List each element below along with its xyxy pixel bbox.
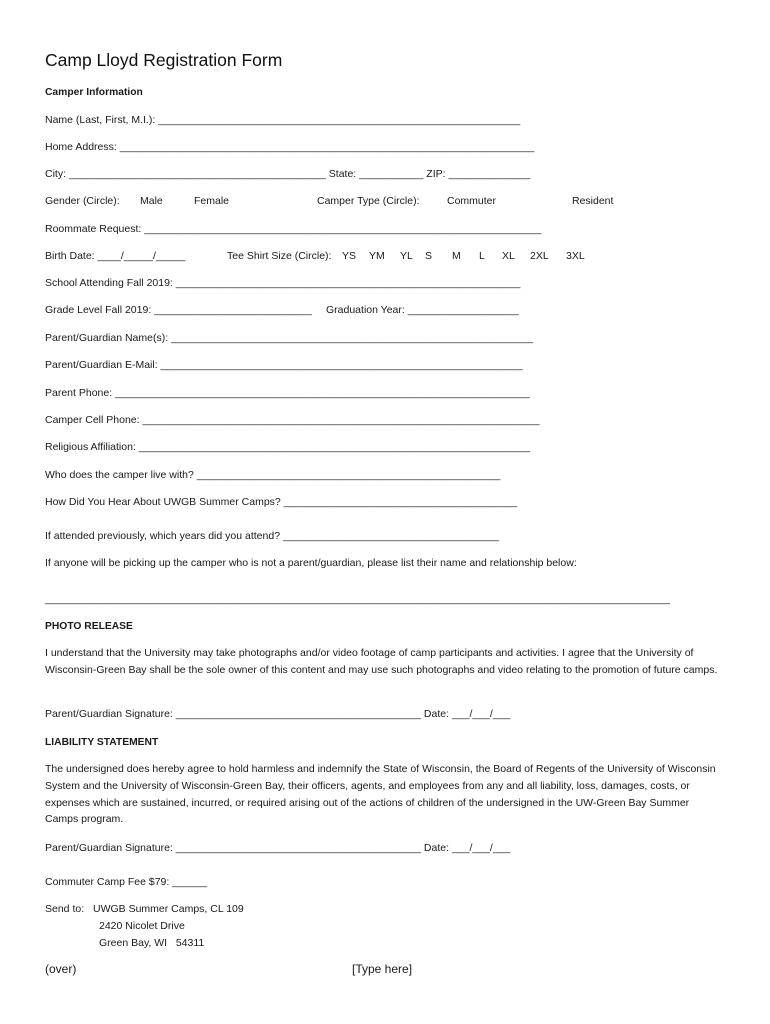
- photo-release-text: I understand that the University may take photographs and/or video footage of camp participants and activities. I agree that the University of Wisconsin-Green Bay shall be the sole owner of this content and may use such photographs and video relating to the promotion of future camps.: [45, 647, 718, 676]
- send-to-address-line-1: UWGB Summer Camps, CL 109: [93, 903, 244, 915]
- pickup-person-question: If anyone will be picking up the camper who is not a parent/guardian, please list their name and relationship below:: [45, 557, 577, 569]
- over-note: (over): [45, 962, 77, 976]
- camper-cell-phone-field[interactable]: Camper Cell Phone: ____________________________________________________________________: [45, 414, 540, 426]
- send-to-label: Send to:: [45, 903, 85, 915]
- tee-size-xl[interactable]: XL: [502, 250, 515, 262]
- tee-size-2xl[interactable]: 2XL: [530, 250, 549, 262]
- gender-option-female[interactable]: Female: [194, 195, 230, 207]
- tee-size-ys[interactable]: YS: [342, 250, 357, 262]
- parent-guardian-email-field[interactable]: Parent/Guardian E-Mail: ______________________________________________________________: [45, 359, 523, 371]
- photo-release-signature-field[interactable]: Parent/Guardian Signature: __________________________________________ Date: ___/___/___: [45, 708, 511, 720]
- send-to-address-line-3: Green Bay, WI 54311: [99, 937, 205, 949]
- commuter-camp-fee-field[interactable]: Commuter Camp Fee $79: ______: [45, 876, 208, 888]
- tee-shirt-size-label: Tee Shirt Size (Circle):: [227, 250, 332, 262]
- parent-guardian-name-field[interactable]: Parent/Guardian Name(s): ______________________________________________________________: [45, 332, 534, 344]
- camper-lives-with-field[interactable]: Who does the camper live with? ____________________________________________________: [45, 469, 501, 481]
- school-attending-field[interactable]: School Attending Fall 2019: ___________________________________________________________: [45, 277, 521, 289]
- camper-information-heading: Camper Information: [45, 87, 143, 98]
- liability-statement-text: The undersigned does hereby agree to hold harmless and indemnify the State of Wisconsin, the Board of Regents of the University of Wisconsin System and the University of Wisconsin-Green Bay, their officers, agents, and employees from any and all liability, loss, damages, costs, or expenses which are sustained, incurred, or required arising out of the actions of children of the undersigned in the UW-Green Bay Summer Camps program.: [45, 763, 716, 826]
- photo-release-heading: PHOTO RELEASE: [45, 621, 133, 632]
- grade-level-field[interactable]: Grade Level Fall 2019: ___________________________: [45, 304, 312, 316]
- city-state-zip-field[interactable]: City: ____________________________________________ State: ___________ ZIP: ______________: [45, 168, 531, 180]
- roommate-request-field[interactable]: Roommate Request: ____________________________________________________________________: [45, 223, 542, 235]
- tee-size-3xl[interactable]: 3XL: [566, 250, 585, 262]
- religious-affiliation-field[interactable]: Religious Affiliation: ___________________________________________________________________: [45, 441, 531, 453]
- camper-type-label: Camper Type (Circle):: [317, 195, 420, 207]
- graduation-year-field[interactable]: Graduation Year: ___________________: [326, 304, 519, 316]
- gender-option-male[interactable]: Male: [140, 195, 163, 207]
- camper-type-resident[interactable]: Resident: [572, 195, 614, 207]
- tee-size-s[interactable]: S: [425, 250, 433, 262]
- tee-size-l[interactable]: L: [479, 250, 485, 262]
- birth-date-field[interactable]: Birth Date: ____/_____/_____: [45, 250, 186, 262]
- previous-years-attended-field[interactable]: If attended previously, which years did you attend? _____________________________________: [45, 530, 500, 542]
- home-address-field[interactable]: Home Address: _______________________________________________________________________: [45, 141, 535, 153]
- liability-statement-heading: LIABILITY STATEMENT: [45, 737, 159, 748]
- tee-size-yl[interactable]: YL: [400, 250, 413, 262]
- name-field[interactable]: Name (Last, First, M.I.): ______________________________________________________________: [45, 114, 521, 126]
- tee-size-m[interactable]: M: [452, 250, 461, 262]
- footer-placeholder-text: [Type here]: [352, 962, 413, 976]
- heard-about-camps-field[interactable]: How Did You Hear About UWGB Summer Camps? ________________________________________: [45, 496, 518, 508]
- gender-label: Gender (Circle):: [45, 195, 120, 207]
- pickup-person-line[interactable]: ___________________________________________________________________________________________________________: [45, 593, 670, 605]
- send-to-address-line-2: 2420 Nicolet Drive: [99, 920, 185, 932]
- tee-size-ym[interactable]: YM: [369, 250, 385, 262]
- form-title: Camp Lloyd Registration Form: [45, 50, 283, 70]
- liability-signature-field[interactable]: Parent/Guardian Signature: __________________________________________ Date: ___/___/___: [45, 842, 511, 854]
- camper-type-commuter[interactable]: Commuter: [447, 195, 497, 207]
- parent-phone-field[interactable]: Parent Phone: _______________________________________________________________________: [45, 387, 530, 399]
